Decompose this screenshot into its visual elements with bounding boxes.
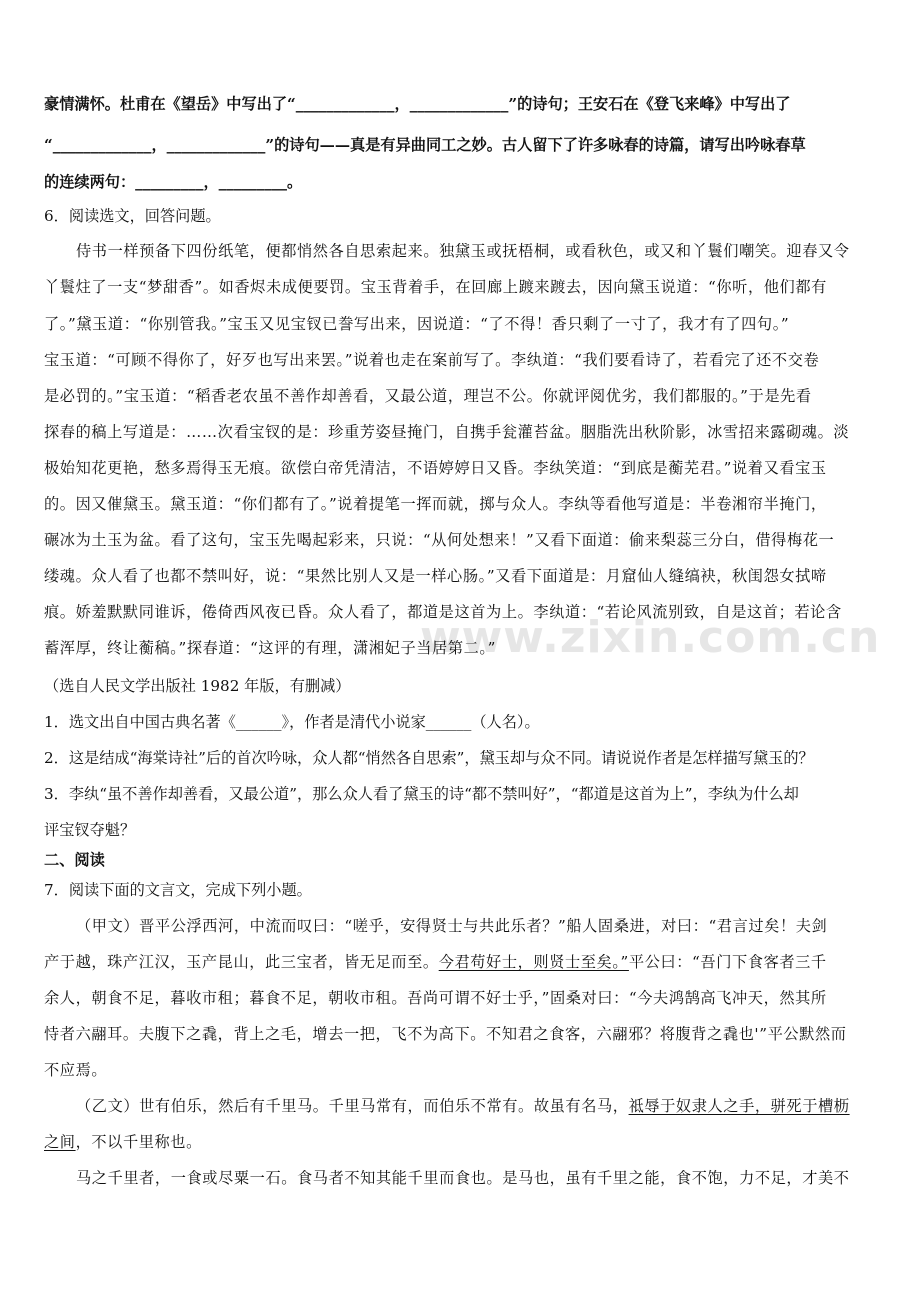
line-text: 的连续两句：_________，_________。 (44, 173, 303, 191)
text-line (44, 206, 876, 226)
line-text: 7．阅读下面的文言文，完成下列小题。 (44, 881, 312, 899)
line-text: 3．李纨“虽不善作却善看，又最公道”，那么众人看了黛玉的诗“都不禁叫好”，“都道是这首为上”，李纨为什么却 (44, 785, 799, 803)
line-text: 缕魂。众人看了也都不禁叫好，说：“果然比别人又是一样心肠。”又看下面道是：月窟仙人缝缟袂，秋闺怨女拭啼 (44, 567, 827, 585)
text-line (44, 952, 876, 972)
text-line (44, 638, 876, 658)
text-line (44, 172, 876, 192)
text-line (44, 676, 876, 696)
text-line (44, 458, 876, 478)
text-line (44, 880, 876, 900)
underlined-text: 今君苟好士，则贤士至矣。” (438, 953, 629, 971)
text-line (44, 386, 876, 406)
text-line (44, 748, 876, 768)
line-text: 豪情满怀。杜甫在《望岳》中写出了“_____________，_____________”的诗句；王安石在《登飞来峰》中写出了 (44, 95, 791, 113)
line-text: 宝玉道：“可顾不得你了，好歹也写出来罢。”说着也走在案前写了。李纨道：“我们要看诗了，若看完了还不交卷 (44, 351, 820, 369)
text-line (44, 94, 876, 114)
line-text: 产于越，珠产江汉，玉产昆山，此三宝者，皆无足而至。 (44, 953, 439, 971)
line-text-after: 平公曰：“吾门下食客者三千 (628, 953, 827, 971)
line-text: 马之千里者，一食或尽粟一石。食马者不知其能千里而食也。是马也，虽有千里之能，食不饱，力不足，才美不 (76, 1169, 850, 1187)
text-line (44, 820, 876, 840)
underlined-text: 祗辱于奴隶人之手，骈死于槽枥 (628, 1097, 850, 1115)
line-text: （乙文）世有伯乐，然后有千里马。千里马常有，而伯乐不常有。故虽有名马， (76, 1097, 629, 1115)
text-line (44, 1060, 876, 1080)
text-line (44, 277, 876, 297)
line-text: 2．这是结成“海棠诗社”后的首次吟咏，众人都“悄然各自思索”，黛玉却与众不同。请说说作者是怎样描写黛玉的？ (44, 749, 814, 767)
text-line (44, 566, 876, 586)
line-text: 余人，朝食不足，暮收市租；暮食不足，朝收市租。吾尚可谓不好士乎，”固桑对曰：“今夫鸿鹄高飞冲天，然其所 (44, 989, 827, 1007)
line-text: “_____________，_____________”的诗句——真是有异曲同工之妙。古人留下了许多咏春的诗篇，请写出吟咏春草 (44, 136, 806, 154)
line-text: （甲文）晋平公浮西河，中流而叹曰：“嗟乎，安得贤士与共此乐者？”船人固桑进，对曰：“君言过矣！夫剑 (76, 917, 828, 935)
line-text: 是必罚的。”宝玉道：“稻香老农虽不善作却善看，又最公道，理岂不公。你就评阅优劣，我们都服的。”于是先看 (44, 387, 812, 405)
text-line (44, 1132, 876, 1152)
line-text: 碾冰为土玉为盆。看了这句，宝玉先喝起彩来，只说：“从何处想来！”又看下面道：偷来梨蕊三分白，借得梅花一 (44, 531, 835, 549)
line-text: 痕。娇羞默默同谁诉，倦倚西风夜已昏。众人看了，都道是这首为上。李纨道：“若论风流别致，自是这首；若论含 (44, 603, 842, 621)
line-text: 极始知花更艳，愁多焉得玉无痕。欲偿白帝凭清洁，不语婷婷日又昏。李纨笑道：“到底是蘅芜君。”说着又看宝玉 (44, 459, 827, 477)
text-line (44, 602, 876, 622)
text-line (44, 1024, 876, 1044)
line-text: 丫鬟炷了一支“梦甜香”。如香烬未成便要罚。宝玉背着手，在回廊上踱来踱去，因向黛玉说道：“你听，他们都有 (44, 278, 827, 296)
text-line (44, 494, 876, 514)
text-line (44, 530, 876, 550)
text-line (76, 1168, 876, 1188)
line-text: 探春的稿上写道是：……次看宝钗的是：珍重芳姿昼掩门，自携手瓮灌苔盆。胭脂洗出秋阶影，冰雪招来露砌魂。淡 (44, 423, 850, 441)
line-text: 蓄浑厚，终让蘅稿。”探春道：“这评的有理，潇湘妃子当居第二。” (44, 639, 496, 657)
line-text: 的。因又催黛玉。黛玉道：“你们都有了。”说着提笔一挥而就，掷与众人。李纨等看他写道是：半卷湘帘半掩门， (44, 495, 827, 513)
line-text: 1．选文出自中国古典名著《______》，作者是清代小说家______（人名）。 (44, 713, 540, 731)
line-text-after: ，不以千里称也。 (75, 1133, 202, 1151)
text-line (76, 241, 876, 261)
text-line (44, 350, 876, 370)
line-text: 恃者六翮耳。夫腹下之毳，背上之毛，增去一把，飞不为高下。不知君之食客，六翮邪？将腹背之毳也'”平公默然而 (44, 1025, 847, 1043)
text-line (76, 1096, 876, 1116)
underlined-text: 之间 (44, 1133, 76, 1151)
text-line (44, 784, 876, 804)
watermark: www.zixin.com.cn (420, 612, 881, 663)
text-line (44, 314, 876, 334)
line-text: 侍书一样预备下四份纸笔，便都悄然各自思索起来。独黛玉或抚梧桐，或看秋色，或又和丫鬟们嘲笑。迎春又令 (76, 242, 850, 260)
line-text: 了。”黛玉道：“你别管我。”宝玉又见宝钗已誊写出来，因说道：“了不得！香只剩了一寸了，我才有了四句。” (44, 315, 790, 333)
line-text: 6．阅读选文，回答问题。 (44, 207, 221, 225)
text-line (44, 422, 876, 442)
text-line (44, 712, 876, 732)
text-line (44, 135, 876, 155)
line-text: 不应焉。 (44, 1061, 108, 1079)
text-line (76, 916, 876, 936)
text-line (44, 988, 876, 1008)
line-text: 评宝钗夺魁？ (44, 821, 136, 839)
line-text: （选自人民文学出版社 1982 年版，有删减） (44, 677, 351, 695)
line-text: 二、阅读 (44, 851, 105, 869)
text-line (44, 850, 876, 870)
